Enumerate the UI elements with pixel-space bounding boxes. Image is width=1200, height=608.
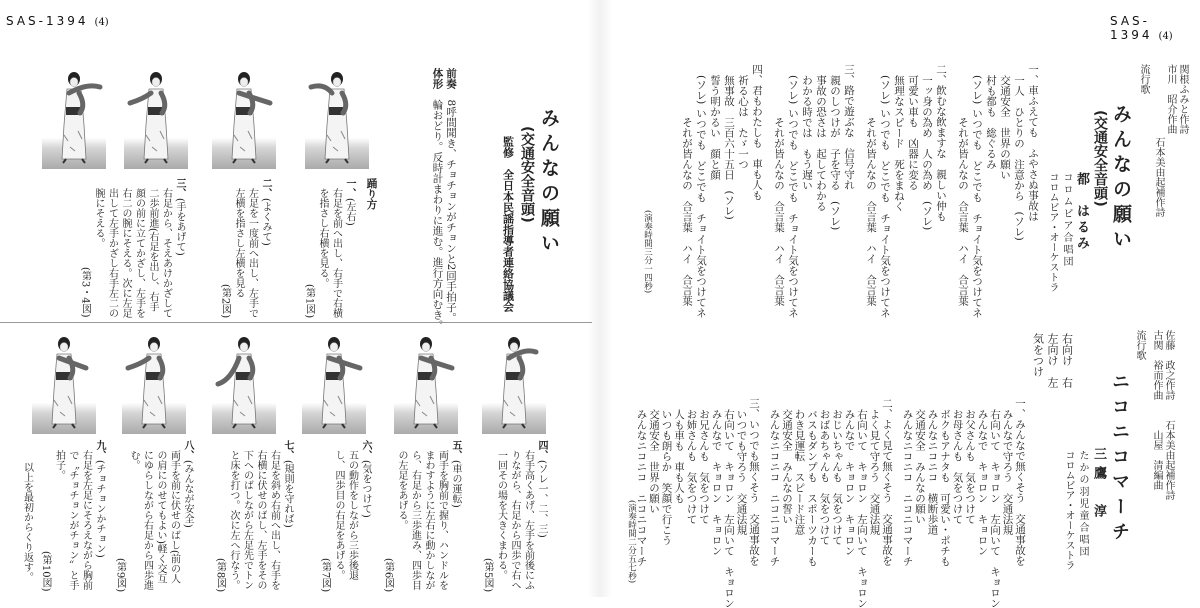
verse-number: 一、 (1014, 398, 1026, 419)
song2-title: ニコニコマーチ (1108, 372, 1130, 547)
lyric-text: 無事故 三百六十五日 (ソレ) (723, 75, 735, 220)
song2-credits-extra (1150, 420, 1174, 520)
lyric-text: (ソレ) いつでも どこでも チョイト気をつけてネ (695, 75, 707, 318)
lyric-line (1001, 398, 1014, 593)
verse (680, 64, 764, 319)
lyric-text: みんなニコニコ ニコニコマーチ (769, 409, 781, 567)
lyric-line (648, 398, 661, 593)
lyric-line (901, 398, 914, 593)
lyric-line (906, 64, 920, 319)
lyric-text: おじいちゃんも 気をつけて (831, 409, 843, 546)
song2-lyrics (627, 398, 1026, 593)
step-number: 四、 (536, 440, 547, 460)
lyric-line (892, 64, 906, 319)
kimono-dancer-icon (482, 330, 546, 434)
step-cue: (車の運転) (450, 460, 461, 508)
step-number: 一、 (344, 178, 355, 198)
intro-text: 8呼間聞き、チョチョンがチョンと2回手拍子。 (445, 100, 457, 323)
figure-ref: (第1図) (302, 178, 316, 318)
lyric-text: 一人 ひとりの 注意から (ソレ) (1013, 75, 1025, 241)
lyric-line (1026, 64, 1040, 319)
step-text: 両手を前に伏せのばし(前の人の肩にのせてもよい)軽く交互にゆらしながら右足から四歩進む。 (127, 440, 181, 592)
verse (768, 398, 893, 593)
step-text: 両手を胸前で握り、ハンドルをまわすように左右に動かしながら、右足から三歩進み、四歩目の左足をあげる。 (395, 440, 449, 592)
lyric-text: 路で遊ぶな 信号守れ (843, 85, 855, 190)
figure-ref: (第10図) (39, 440, 53, 592)
lyric-line (998, 64, 1012, 319)
lyric-text: 事故の恐さは 起してわかる (815, 75, 827, 212)
song1-orchestra: コロムビア・オーケストラ (1046, 172, 1058, 292)
dance-step-4 (481, 440, 549, 592)
lyric-line (926, 398, 939, 593)
lyric-text: いつでも守ろう 交通法規 (736, 409, 748, 535)
lyric-text: (ソレ) いつでも どこでも チョイト気をつけてネ (879, 75, 891, 318)
kimono-dancer-icon (42, 65, 106, 169)
kimono-dancer-icon (124, 65, 188, 169)
form-text: 輪おどり。反時計まわりに進む。進行方向むき。 (432, 100, 444, 331)
verse (956, 64, 1040, 319)
lyric-line (680, 64, 694, 319)
step-cue: (手をあげて) (174, 198, 185, 256)
lyric-text: 村も都も 総ぐるみ (985, 75, 997, 170)
step-text: 五の動作をしながら三歩後退し、四歩目の右足をあげる。 (332, 440, 359, 592)
step-text: 右足を左足にそろえながら胸前で〝チョチョンがチョン〟と手拍子。 (52, 440, 93, 592)
lyric-text: よく見て守ろう 交通法規 (869, 409, 881, 535)
catalog-code: SAS-1394 (1110, 14, 1153, 42)
lyric-text: 交通安全 みんなの願い (914, 409, 926, 525)
kimono-dancer-icon (302, 330, 366, 434)
figure-ref: (第8図) (213, 440, 227, 592)
dance-ending: 以上を最初からくり返す。 (20, 462, 34, 582)
intro-line: 気をつけ (1030, 333, 1045, 388)
lyric-line (1012, 64, 1026, 319)
lyric-text: みんなで無くそう 交通事故を (1014, 419, 1026, 566)
lyric-text: みんなで キョロン キョロン (977, 409, 989, 556)
lyric-line (722, 64, 736, 319)
lyric-line (964, 398, 977, 593)
lyric-line (768, 398, 781, 593)
lyric-line (920, 64, 934, 319)
lyric-text: わかる時では もう遅い (801, 75, 813, 191)
kimono-dancer-icon (212, 65, 276, 169)
lyric-line (818, 398, 831, 593)
lyric-line (951, 398, 964, 593)
song1-subtitle: (交通安全音頭) (1091, 110, 1108, 207)
lyric-text: 交通安全 世界の願い (999, 75, 1011, 180)
lyric-text: お母さんも 気をつけて (952, 409, 964, 525)
lyric-line (828, 64, 842, 319)
dancer-photo (32, 330, 96, 434)
lyric-line (878, 64, 892, 319)
step-number: 八、 (182, 440, 193, 460)
lyric-line (698, 398, 711, 593)
dance-step-2 (218, 178, 272, 318)
song1-genre: 流行歌 (1136, 64, 1150, 94)
figure-ref: (第7図) (318, 440, 332, 592)
lyric-line (881, 398, 894, 593)
lyric-text: みんなニコニコ ニコニコマーチ (636, 409, 648, 567)
lyric-line (694, 64, 708, 319)
kimono-dancer-icon (122, 330, 186, 434)
verse (864, 64, 948, 319)
verse-number: 二、 (881, 398, 893, 419)
dance-step-3 (78, 178, 186, 318)
credit-composer: 古関 裕而作曲 (1150, 330, 1162, 400)
dancer-photo (122, 330, 186, 434)
song2-credits (1150, 330, 1174, 400)
dancer-photo (124, 65, 188, 169)
lyric-line (748, 398, 761, 593)
lyric-line (685, 398, 698, 593)
verse-number: 三、 (748, 398, 760, 419)
lyric-line (814, 64, 828, 319)
figure-ref: (第3・4図) (78, 178, 92, 318)
dance-subtitle: (交通安全音頭) (518, 126, 536, 223)
step-cue: (左右) (344, 198, 355, 226)
credit-arranger: 山屋 清編曲 (1150, 420, 1162, 520)
song2-orchestra: コロムビア・オーケストラ (1062, 450, 1074, 570)
lyric-text: ボクもアナタも 可愛い・ポチも (939, 409, 951, 567)
dance-heading: 踊り方 (364, 178, 379, 210)
lyric-text: 交通安全 みんなの誓い (781, 409, 793, 525)
lyric-line (956, 64, 970, 319)
lyric-text: 君もわたしも 車も人も (751, 85, 763, 201)
lyric-text: みんなニコニコ ニコニコマーチ (902, 409, 914, 567)
lyric-text: それが皆んなの 合言葉 ハイ 合言葉 (773, 117, 785, 306)
song1-title: みんなの願い (1110, 104, 1132, 254)
lyric-line (793, 398, 806, 593)
lyric-line (750, 64, 764, 319)
lyric-line (1014, 398, 1027, 593)
dancer-photo (212, 65, 276, 169)
lyric-text: 無理なスピード 死をまねく (893, 75, 905, 212)
kimono-dancer-icon (394, 330, 458, 434)
verse-number: 二、 (935, 64, 947, 85)
song1-lyrics (672, 64, 1040, 319)
lyric-line (831, 398, 844, 593)
figure-ref: (第5図) (481, 440, 495, 592)
dance-intro (430, 68, 457, 331)
lyric-line (710, 398, 723, 593)
lyric-text: お姉さんも 気をつけて (686, 409, 698, 525)
lyric-text: 一ッ身の為め 人の為め (ソレ) (921, 75, 933, 230)
lyric-line (843, 398, 856, 593)
lyric-line (736, 64, 750, 319)
lyric-text: (ソレ) いつでも どこでも チョイト気をつけてネ (787, 75, 799, 318)
lyric-text: バスもダンプも スポーツカーも (806, 409, 818, 567)
lyric-text: 親のしつけが 子を守る (ソレ) (829, 75, 841, 230)
left-page-header (6, 14, 109, 28)
verse (772, 64, 856, 319)
dancer-photo (42, 65, 106, 169)
credit-lyric-revision: 石本美由起補作詩 (1152, 64, 1164, 217)
step-number: 七、 (282, 440, 293, 460)
lyric-text: それが皆んなの 合言葉 ハイ 合言葉 (681, 117, 693, 306)
step-cue: (みんなが安全) (182, 460, 193, 528)
lyric-text: 右向いて キョロン 左向いて キョロン (989, 409, 1001, 608)
step-number: 九、 (94, 440, 105, 460)
dancer-photo (212, 330, 276, 434)
catalog-code: SAS-1394 (6, 14, 89, 28)
step-cue: (ソレ一、二、三) (536, 460, 547, 538)
lyric-text: それが皆んなの 合言葉 ハイ 合言葉 (957, 117, 969, 306)
lyric-line (864, 64, 878, 319)
lyric-text: お父さんも 気をつけて (964, 409, 976, 525)
lyric-text: いつでも無くそう 交通事故を (748, 419, 760, 566)
lyric-line (856, 398, 869, 593)
song2-singer: 三鷹 淳 (1090, 447, 1106, 523)
step-number: 三、 (174, 178, 185, 198)
lyric-text: いつも朗らか 笑顔で行こう (661, 409, 673, 546)
lyric-line (781, 398, 794, 593)
supervisor-label: 監修 (502, 136, 515, 158)
lyric-line (723, 398, 736, 593)
lyric-line (660, 398, 673, 593)
lyric-text: よく見て無くそう 交通事故を (881, 419, 893, 566)
dancer-photo (394, 330, 458, 434)
dance-step-7 (213, 440, 294, 592)
song2-intro (1030, 333, 1074, 388)
step-cue: (チョチョンかチョン) (94, 460, 105, 558)
lyric-line (939, 398, 952, 593)
lyric-line (934, 64, 948, 319)
lyric-line (708, 64, 722, 319)
step-number: 五、 (450, 440, 461, 460)
dancer-photo (482, 330, 546, 434)
dance-title: みんなの願い (538, 108, 560, 258)
lyric-text: みんなニコニコ 横断歩道 (927, 409, 939, 535)
song1-chorus: コロムビア合唱団 (1060, 172, 1072, 268)
lyric-text: 車ふえても ふやさぬ事故は (1027, 85, 1039, 222)
lyric-line (673, 398, 686, 593)
figure-ref: (第9図) (113, 440, 127, 592)
verse-number: 四、 (751, 64, 763, 85)
lyric-line (842, 64, 856, 319)
lyric-line (984, 64, 998, 319)
lyric-text: 飲むな飲ますな 親しい仲も (935, 85, 947, 222)
step-text: 右足を前へ出し、右手で右横を指さし右横を見る。 (316, 178, 343, 318)
kimono-dancer-icon (212, 330, 276, 434)
song2-duration: (演奏時間二分五七秒) (624, 500, 639, 583)
lyric-text: 可愛い車も 凶器に変る (907, 75, 919, 191)
step-number: 六、 (360, 440, 371, 460)
figure-ref: (第2図) (218, 178, 232, 318)
verse (635, 398, 760, 593)
lyric-line (786, 64, 800, 319)
lyric-text: 交通安全 世界の願い (648, 409, 660, 514)
intro-line: 右向け 右 (1059, 333, 1074, 388)
supervisor-name: 全日本民謡指導者連絡協議会 (502, 169, 515, 312)
dancer-photo (302, 330, 366, 434)
lyric-text: 誓う明かるい 顔と顔 (709, 75, 721, 180)
lyric-text: お兄さんも 気をつけて (698, 409, 710, 525)
lyric-line (970, 64, 984, 319)
page-fold (588, 0, 612, 597)
lyric-text: それが皆んなの 合言葉 ハイ 合言葉 (865, 117, 877, 306)
figure-ref: (第6図) (381, 440, 395, 592)
dance-step-8 (113, 440, 194, 592)
lyric-text: みんなで守ろう 交通法規 (1002, 409, 1014, 535)
verse-number: 一、 (1027, 64, 1039, 85)
song1-duration: (演奏時間三分一四秒) (640, 210, 655, 293)
lyric-line (800, 64, 814, 319)
intro-line: 左向け 左 (1045, 333, 1060, 388)
lyric-text: わき見運転 スピード注意 (794, 409, 806, 535)
song1-credits (1152, 64, 1188, 217)
dance-supervisor (500, 136, 515, 312)
lyric-line (976, 398, 989, 593)
lyric-line (868, 398, 881, 593)
dancer-photo (305, 65, 369, 169)
step-cue: (よくみて) (260, 198, 271, 246)
verse (901, 398, 1026, 593)
credit-lyric-revision: 石本美由起補作詩 (1162, 420, 1174, 520)
form-label: 体形 (432, 68, 444, 89)
right-page-header (1110, 14, 1200, 42)
intro-label: 前奏 (445, 68, 457, 89)
lyric-line (914, 398, 927, 593)
lyric-text: 右向いて キョロン 左向いて キョロン (856, 409, 868, 608)
step-cue: (気をつけて) (360, 460, 371, 518)
step-text: 右足から、そえあけかざして二歩前進(右足を出し、右手顔の前に立てかざし、左手を右二の腕にそえる。次に左足出して左手かざし右手左二の腕にそえる。 (92, 178, 173, 318)
lyric-text: みんなで キョロン キョロン (711, 409, 723, 556)
step-text: 左足を一度前へ出し、左手で左横を指さし左横を見る (232, 178, 259, 318)
lyric-line (989, 398, 1002, 593)
song2-chorus: たかの羽児童合唱団 (1076, 450, 1088, 558)
dance-step-6 (318, 440, 372, 592)
step-text: 右手高くあげ、左手を前後にふりながら、右足から四歩で右へ一回その場を大きくまわる。 (494, 440, 535, 592)
kimono-dancer-icon (305, 65, 369, 169)
lyric-text: 人も車も 車も人も (673, 409, 685, 504)
page-number: (4) (1159, 31, 1173, 42)
verse-number: 三、 (843, 64, 855, 85)
page-number: (4) (95, 17, 109, 28)
section-divider (0, 322, 592, 323)
step-number: 二、 (260, 178, 271, 198)
lyric-line (735, 398, 748, 593)
song1-singer: 都 はるみ (1073, 172, 1089, 252)
kimono-dancer-icon (32, 330, 96, 434)
dance-step-1 (302, 178, 356, 318)
lyric-text: 祈る心は たゞ一つ (737, 75, 749, 170)
credit-composer: 市川 昭介作曲 (1164, 64, 1176, 217)
lyric-text: 右向いて キョロン 左向いて キョロン (723, 409, 735, 608)
step-cue: (規則を守れば) (282, 460, 293, 528)
lyric-text: (ソレ) いつでも どこでも チョイト気をつけてネ (971, 75, 983, 318)
lyric-line (772, 64, 786, 319)
credit-lyricist: 佐藤 政之作詩 (1162, 330, 1174, 400)
lyric-text: みんなで キョロン キョロン (844, 409, 856, 556)
credit-lyricist: 関根ふみと作詩 (1176, 64, 1188, 217)
lyric-text: おばあちゃんも 気をつけて (819, 409, 831, 546)
dance-step-5 (381, 440, 462, 592)
dance-step-9 (39, 440, 107, 592)
song2-genre: 流行歌 (1132, 330, 1146, 360)
step-text: 右足を斜め右前へ出し、右手を右横に伏せのばし、左手をその下へのばしながら左足先でトンと床を打つ。次に左へ行なう。 (227, 440, 281, 592)
lyric-line (806, 398, 819, 593)
